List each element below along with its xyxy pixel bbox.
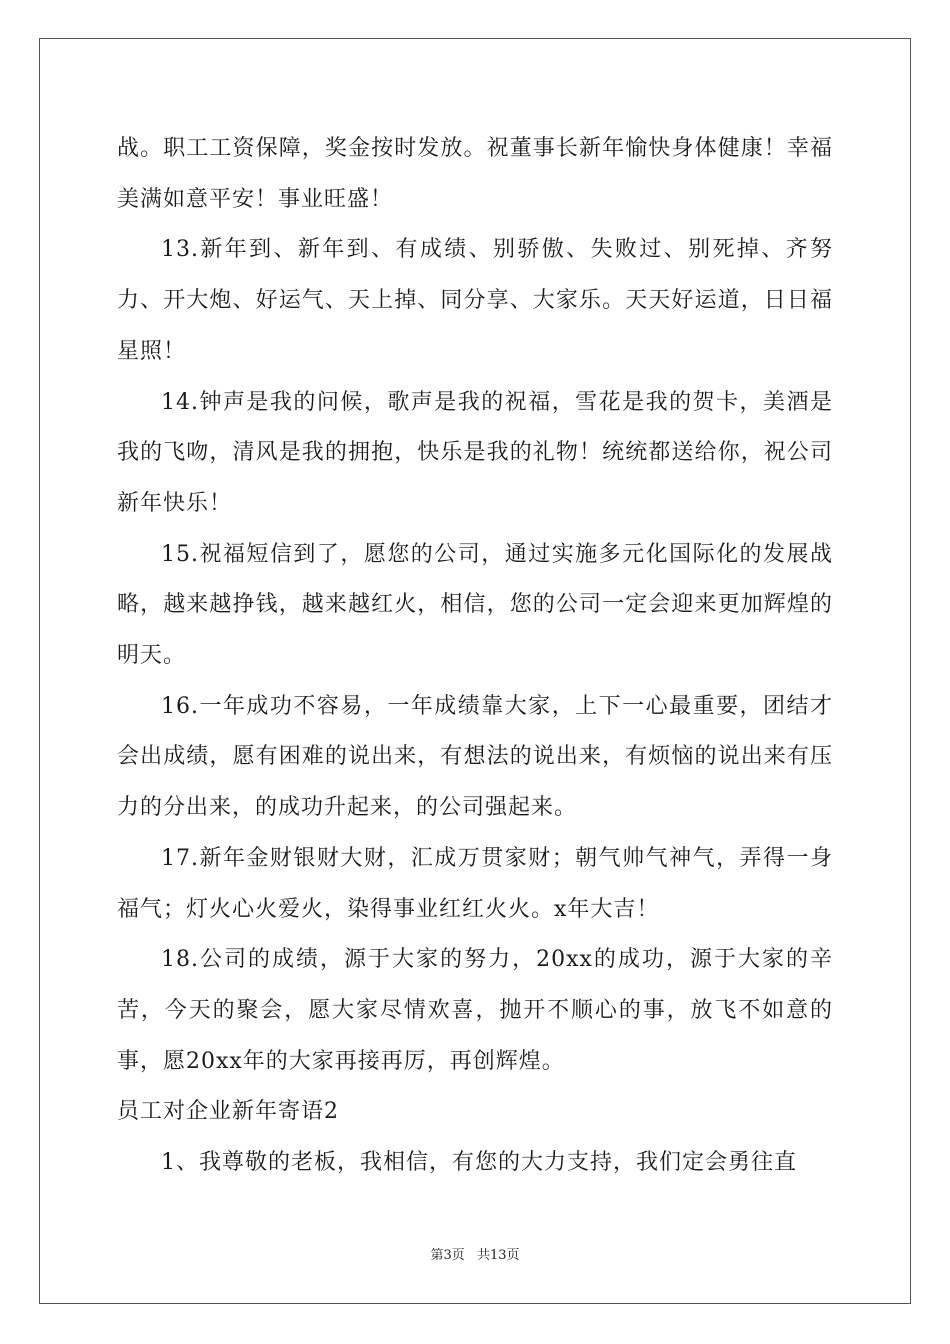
paragraph-14: 14.钟声是我的问候，歌声是我的祝福，雪花是我的贺卡，美酒是我的飞吻，清风是我的拥抱，快乐是我的礼物！统统都送给你，祝公司新年快乐！ [117,389,833,516]
page-total: 共13页 [476,1248,520,1263]
paragraph-continuation: 战。职工工资保障，奖金按时发放。祝董事长新年愉快身体健康！幸福美满如意平安！事业旺盛！ [117,136,833,212]
section-heading: 员工对企业新年寄语2 [117,1099,339,1125]
page-footer [0,1244,950,1263]
paragraph-16: 16.一年成功不容易，一年成绩靠大家，上下一心最重要，团结才会出成绩，愿有困难的说出来，有想法的说出来，有烦恼的说出来有压力的分出来，的成功升起来，的公司强起来。 [117,693,833,821]
paragraph-18: 18.公司的成绩，源于大家的努力，20xx的成功，源于大家的辛苦，今天的聚会，愿大家尽情欢喜，抛开不顺心的事，放飞不如意的事，愿20xx年的大家再接再厉，再创辉煌。 [117,947,833,1074]
document-body [117,124,833,1189]
section-paragraph-1: 1、我尊敬的老板，我相信，有您的大力支持，我们定会勇往直 [161,1150,797,1176]
paragraph-17: 17.新年金财银财大财，汇成万贯家财；朝气帅气神气，弄得一身福气；灯火心火爱火，染得事业红红火火。x年大吉！ [117,845,833,922]
paragraph-15: 15.祝福短信到了，愿您的公司，通过实施多元化国际化的发展战略，越来越挣钱，越来越红火，相信，您的公司一定会迎来更加辉煌的明天。 [117,541,833,669]
paragraph-13: 13.新年到、新年到、有成绩、别骄傲、失败过、别死掉、齐努力、开大炮、好运气、天上掉、同分享、大家乐。天天好运道，日日福星照！ [117,237,833,364]
page-number: 第3页 [430,1248,465,1263]
